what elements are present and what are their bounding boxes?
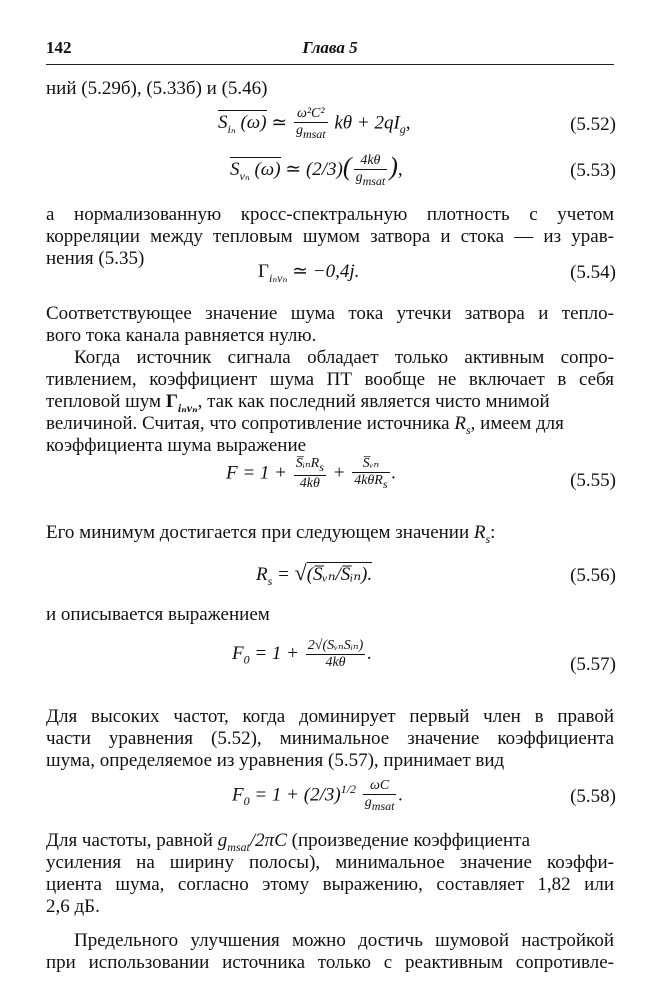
text-line: нения (5.35) xyxy=(46,248,145,269)
equation-5-56: $R_s$ = √(S̅ᵥₙ/S̅ᵢₙ). xyxy=(256,560,373,588)
text-line: при использовании источника только с реактивным сопротивле- xyxy=(46,952,614,973)
equation-5-54: $\Gamma_{i_nv_n}$ ≃ −0,4j. xyxy=(258,261,360,285)
text-line: и описывается выражением xyxy=(46,604,270,625)
equation-number: (5.57) xyxy=(570,654,616,675)
text-line: коэффициента шума выражение xyxy=(46,435,307,456)
text-line: вого тока канала равняется нулю. xyxy=(46,325,317,346)
text-line: Предельного улучшения можно достичь шумовой настройкой xyxy=(74,930,614,951)
equation-number: (5.58) xyxy=(570,786,616,807)
equation-number: (5.53) xyxy=(570,160,616,181)
equation-5-57: $F_0 = 1$ + $\frac{\text{2√(SᵥₙSᵢₙ)}}{4k\theta}$ . xyxy=(232,638,373,670)
equation-5-58: $F_0 = 1 + (2/3)^{1/2}$ $\frac{\omega C}{g_{msat}}$ . xyxy=(232,778,404,813)
text-line: корреляции между тепловым шумом затвора и стока — из урав- xyxy=(46,226,614,247)
text-line: величиной. Считая, что сопротивление источника $R_s$, имеем для xyxy=(46,413,564,437)
page-number: 142 xyxy=(46,38,72,57)
text-line: Соответствующее значение шума тока утечки затвора и тепло- xyxy=(46,303,614,324)
text-line: части уравнения (5.52), минимальное значение коэффициента xyxy=(46,728,614,749)
text-line: Его минимум достигается при следующем значении $R_s$: xyxy=(46,522,496,546)
text-line: тивлением, коэффициент шума ПТ вообще не включает в себя xyxy=(46,369,614,390)
equation-5-53: $S_{v_n}$ (ω) ≃ (2/3)( $\frac{4k\theta}{g_{msat}}$ ), xyxy=(230,152,403,188)
equation-5-52: $S_{i_n}$ (ω) ≃ $\frac{\text{ω²C²}}{g_{msat}}$ $k\theta + 2qI_g$, xyxy=(218,106,411,141)
equation-number: (5.56) xyxy=(570,565,616,586)
equation-number: (5.52) xyxy=(570,114,616,135)
text-line: ний (5.29б), (5.33б) и (5.46) xyxy=(46,78,268,99)
text-line: усиления на ширину полосы), минимальное значение коэффи- xyxy=(46,852,614,873)
text-line: а нормализованную кросс-спектральную плотность с учетом xyxy=(46,204,614,225)
equation-5-55: F = 1 + $\frac{S̅ᵢ_nR_s}{4k\theta}$ + $\frac{\text{S̅ᵥₙ}}{4k\theta R_s}$ . xyxy=(226,456,397,491)
text-line: Для высоких частот, когда доминирует первый член в правой xyxy=(46,706,614,727)
text-line: Когда источник сигнала обладает только активным сопро- xyxy=(74,347,614,368)
chapter-title: Глава 5 xyxy=(302,38,358,57)
page-header xyxy=(46,38,614,65)
text-line: циента шума, согласно этому выражению, составляет 1,82 или xyxy=(46,874,614,895)
equation-number: (5.54) xyxy=(570,262,616,283)
text-line: шума, определяемое из уравнения (5.57), принимает вид xyxy=(46,750,505,771)
text-line: тепловой шум $\Gamma_{i_nv_n}$, так как последний является чисто мнимой xyxy=(46,391,550,415)
text-line: 2,6 дБ. xyxy=(46,896,100,917)
text-line: Для частоты, равной $g_{msat}/2\pi C$ (произведение коэффициента xyxy=(46,830,531,854)
equation-number: (5.55) xyxy=(570,470,616,491)
